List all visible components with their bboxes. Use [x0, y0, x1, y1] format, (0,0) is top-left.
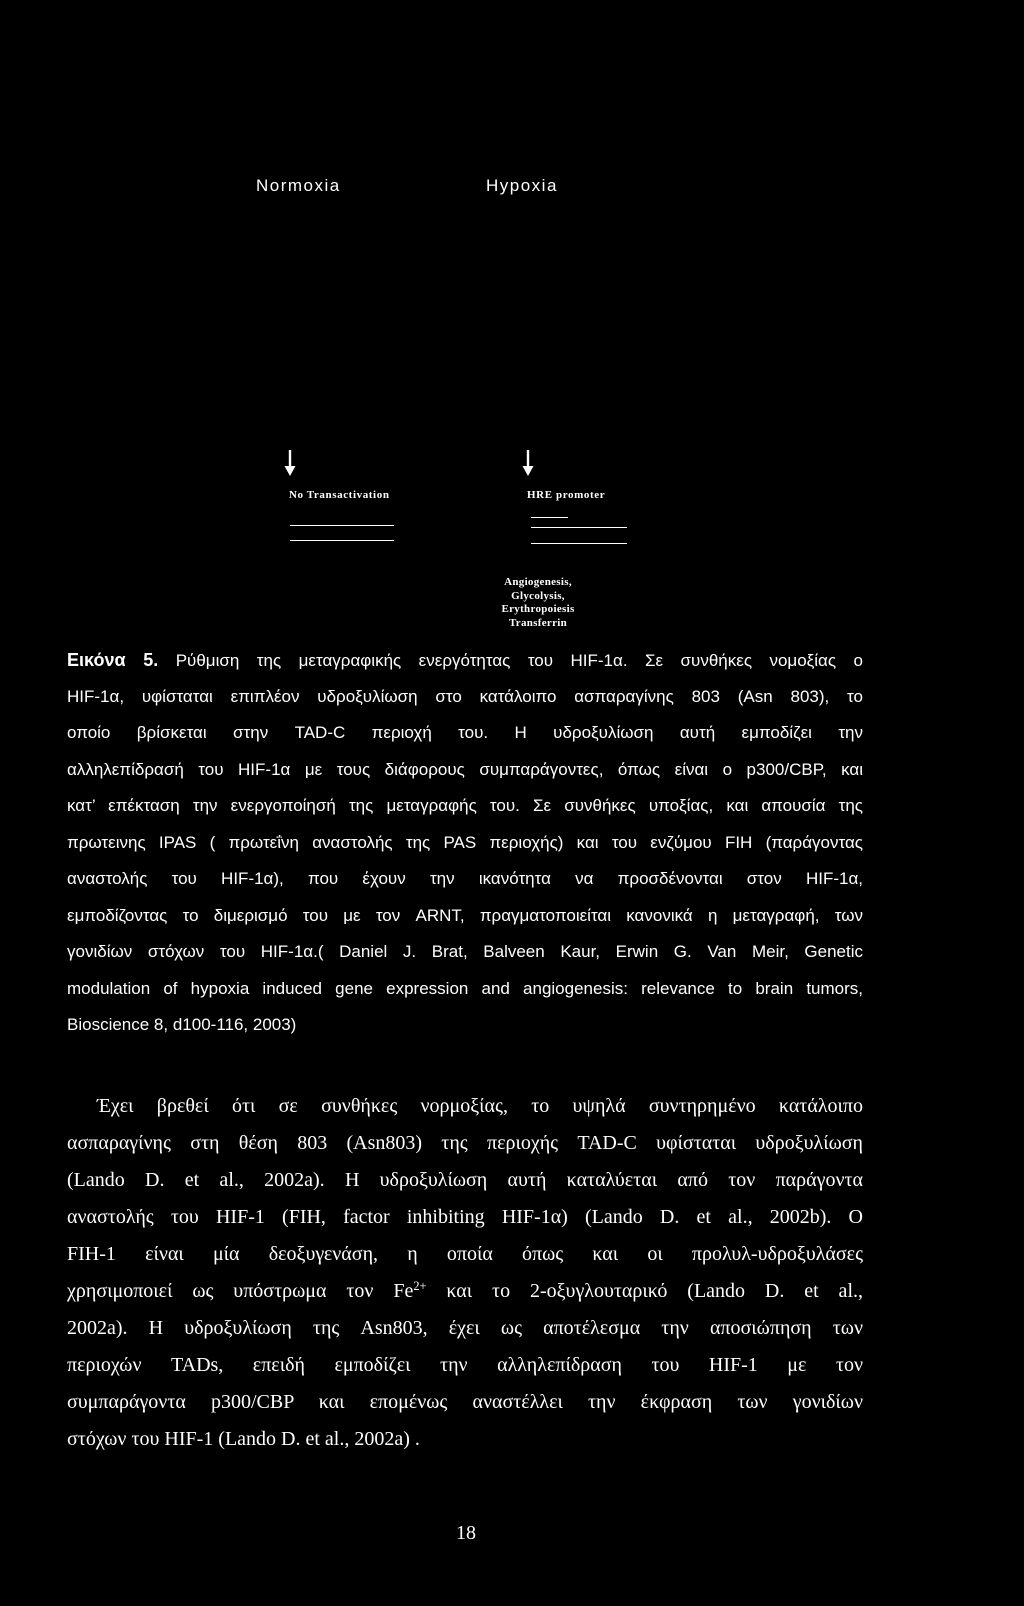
- caption-line: πρωτεινης IPAS ( πρωτεΐνη αναστολής της PAS περιοχής) και του ενζύμου FIH (παράγοντας: [67, 832, 863, 852]
- no-transactivation-label: No Transactivation: [289, 489, 390, 501]
- caption-line: κατ’ επέκταση την ενεργοποίησή της μεταγραφής του. Σε συνθήκες υποξίας, και απουσία της: [67, 796, 863, 815]
- target-gene: Transferrin: [508, 617, 568, 630]
- divider: [531, 543, 627, 544]
- divider: [290, 525, 394, 526]
- down-arrow-icon: [283, 449, 297, 477]
- hre-promoter-label: HRE promoter: [527, 489, 606, 501]
- body-line: συμπαράγοντα p300/CBP και επομένως αναστέλλει την έκφραση των γονιδίων: [67, 1391, 863, 1413]
- caption-line: αλληλεπίδρασή του HIF-1α με τους διάφορους συμπαράγοντες, όπως είναι ο p300/CBP, και: [67, 759, 863, 779]
- body-line: ασπαραγίνης στη θέση 803 (Asn803) της περιοχής TAD-C υφίσταται υδροξυλίωση: [67, 1132, 863, 1154]
- figure-caption: [67, 642, 863, 1044]
- body-line: 2002a). Η υδροξυλίωση της Asn803, έχει ως αποτέλεσμα την αποσιώπηση των: [67, 1317, 863, 1339]
- caption-line: αναστολής του HIF-1α), που έχουν την ικανότητα να προσδένονται στον HIF-1α,: [67, 869, 863, 888]
- down-arrow-icon: [521, 449, 535, 477]
- body-line: Έχει βρεθεί ότι σε συνθήκες νορμοξίας, το υψηλά συντηρημένο κατάλοιπο: [97, 1095, 863, 1117]
- hypoxia-label: Hypoxia: [486, 176, 558, 195]
- target-gene: Glycolysis,: [511, 589, 565, 602]
- page-number: 18: [456, 1522, 476, 1544]
- body-line: FIH-1 είναι μία δεοξυγενάση, η οποία όπως και οι προλυλ-υδροξυλάσες: [67, 1243, 863, 1265]
- caption-line: [67, 642, 863, 679]
- caption-line: οποίο βρίσκεται στην TAD-C περιοχή του. Η υδροξυλίωση αυτή εμποδίζει την: [67, 723, 863, 742]
- caption-line: modulation of hypoxia induced gene expression and angiogenesis: relevance to brain tumors,: [67, 978, 863, 998]
- divider: [290, 540, 394, 541]
- body-text: και το 2-οξυγλουταρικό (Lando D. et al.,: [426, 1280, 863, 1302]
- normoxia-label: Normoxia: [256, 176, 341, 195]
- body-line: [67, 1273, 863, 1310]
- target-gene: Angiogenesis,: [504, 576, 572, 588]
- body-line: αναστολής του HIF-1 (FIH, factor inhibiting HIF-1α) (Lando D. et al., 2002b). Ο: [67, 1206, 863, 1228]
- caption-line: εμποδίζοντας το διμερισμό του με τον ARNT, πραγματοποιείται κανονικά η μεταγραφή, των: [67, 905, 863, 925]
- target-gene: Erythropoiesis: [501, 603, 575, 616]
- caption-text: Ρύθμιση της μεταγραφικής ενεργότητας του HIF-1α. Σε συνθήκες νομοξίας ο: [175, 651, 863, 670]
- target-genes-list: [478, 576, 598, 631]
- caption-label: Εικόνα 5.: [67, 650, 159, 670]
- body-text: χρησιμοποιεί ως υπόστρωμα τον Fe: [67, 1280, 414, 1302]
- caption-line: γονιδίων στόχων του HIF-1α.( Daniel J. Brat, Balveen Kaur, Erwin G. Van Meir, Genetic: [67, 942, 863, 961]
- caption-line: Bioscience 8, d100-116, 2003): [67, 1015, 297, 1034]
- divider: [531, 517, 568, 518]
- body-line: στόχων του HIF-1 (Lando D. et al., 2002a) .: [67, 1428, 420, 1450]
- divider: [531, 527, 627, 528]
- body-paragraph: [67, 1088, 863, 1458]
- superscript: 2+: [413, 1278, 427, 1293]
- body-line: (Lando D. et al., 2002a). Η υδροξυλίωση αυτή καταλύεται από τον παράγοντα: [67, 1169, 863, 1191]
- body-line: περιοχών TADs, επειδή εμποδίζει την αλληλεπίδραση του HIF-1 με τον: [67, 1354, 863, 1376]
- caption-line: HIF-1α, υφίσταται επιπλέον υδροξυλίωση στο κατάλοιπο ασπαραγίνης 803 (Asn 803), το: [67, 686, 863, 706]
